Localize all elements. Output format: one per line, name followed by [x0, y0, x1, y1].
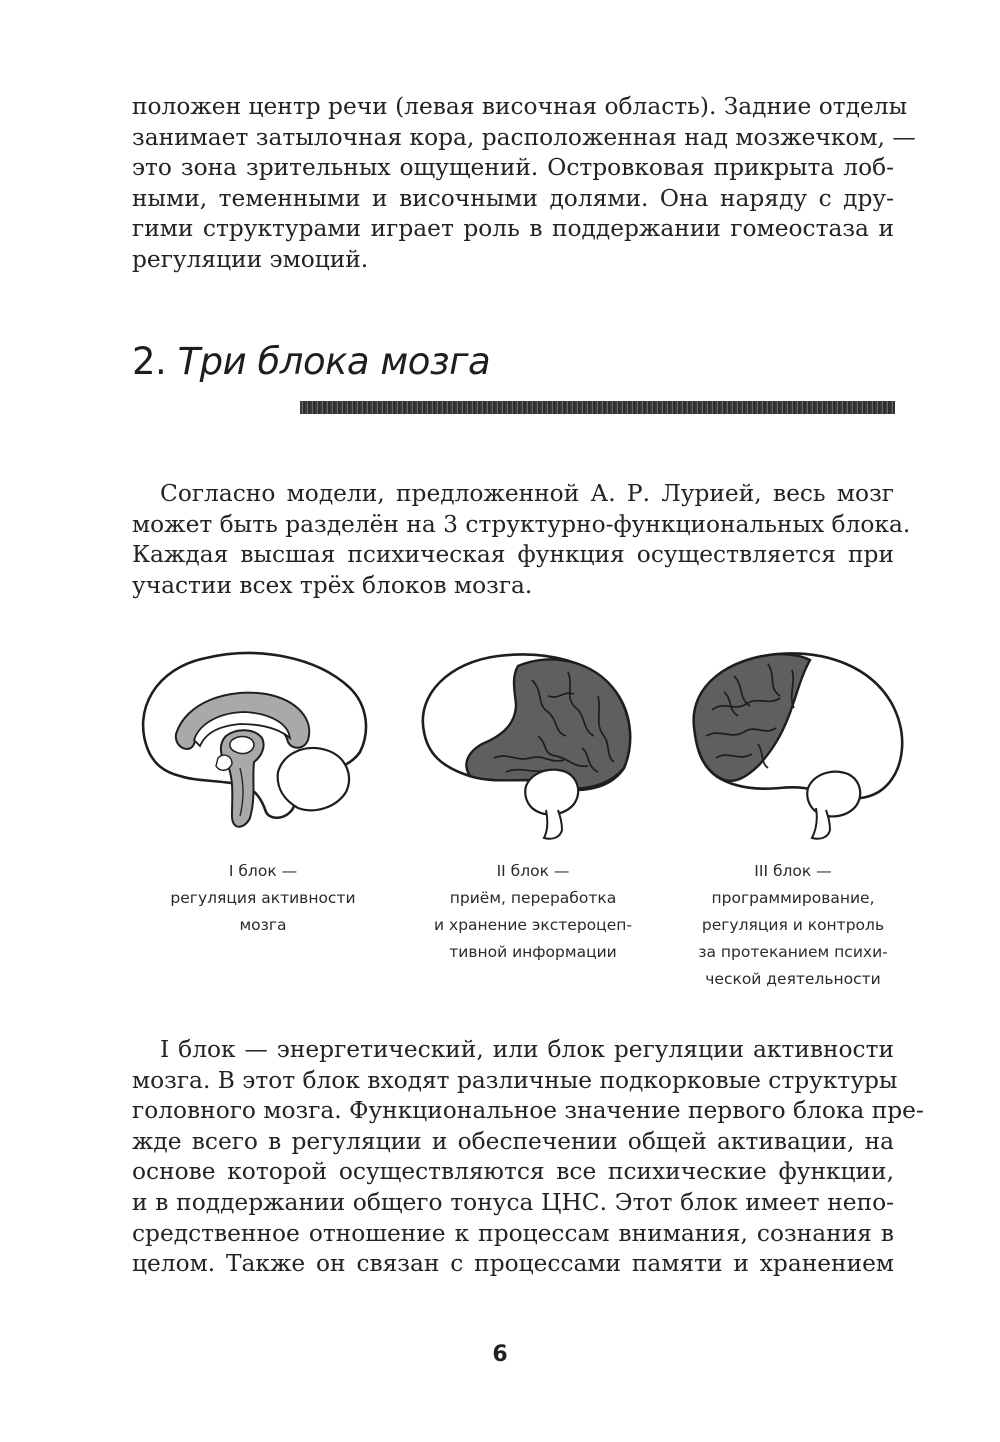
- paragraph-line: средственное отношение к процессам внимания, сознания в: [132, 1219, 894, 1247]
- caption-line: регуляция и контроль: [701, 916, 885, 934]
- caption-line: ческой деятельности: [705, 970, 881, 988]
- thalamus-detail: [230, 737, 254, 754]
- intro-paragraph: [132, 92, 916, 276]
- paragraph-line: положен центр речи (левая височная область). Задние отделы: [132, 93, 908, 120]
- paragraph-line: жде всего в регуляции и обеспечении общей активации, на: [132, 1127, 894, 1155]
- paragraph-line: мозга. В этот блок входят различные подкорковые структуры: [132, 1066, 898, 1094]
- caption-line: приём, переработка: [449, 889, 617, 907]
- paragraph-line: занимает затылочная кора, расположенная над мозжечком, —: [132, 123, 916, 151]
- section-title: Три блока мозга: [177, 340, 491, 383]
- brainstem-outline: [544, 810, 562, 839]
- block1-paragraph: [132, 1035, 924, 1280]
- caption-line: I блок —: [228, 862, 298, 880]
- paragraph-line: может быть разделён на 3 структурно-функциональных блока.: [132, 510, 911, 538]
- three-brain-blocks-figure: [128, 640, 908, 1000]
- caption-block3: [668, 858, 918, 993]
- caption-line: III блок —: [754, 862, 832, 880]
- paragraph-line: основе которой осуществляются все психические функции,: [132, 1158, 894, 1186]
- paragraph-line: головного мозга. Функциональное значение первого блока пре-: [132, 1097, 924, 1125]
- paragraph-line: целом. Также он связан с процессами памяти и хранением: [132, 1250, 894, 1278]
- brain-block2-illustration: [398, 640, 648, 840]
- hypothalamus-detail: [216, 755, 232, 770]
- brainstem-outline: [812, 808, 830, 839]
- paragraph-line: Согласно модели, предложенной А. Р. Лурией, весь мозг: [160, 480, 894, 507]
- page-number: 6: [492, 1342, 508, 1367]
- caption-block2: [408, 858, 658, 966]
- paragraph-line: и в поддержании общего тонуса ЦНС. Этот блок имеет непо-: [132, 1188, 894, 1216]
- caption-line: регуляция активности: [170, 889, 356, 907]
- paragraph-line: ными, теменными и височными долями. Она наряду с дру-: [132, 184, 894, 212]
- caption-line: II блок —: [496, 862, 570, 880]
- cerebellum-outline: [807, 772, 860, 817]
- paragraph-line: регуляции эмоций.: [132, 245, 369, 273]
- brain-block1-illustration: [128, 640, 378, 840]
- heading-rule: [300, 401, 895, 414]
- paragraph-line: гими структурами играет роль в поддержании гомеостаза и: [132, 215, 894, 243]
- caption-line: тивной информации: [449, 943, 617, 961]
- cerebellum-outline: [278, 748, 349, 810]
- caption-line: программирование,: [711, 889, 875, 907]
- section-number: 2.: [132, 340, 167, 383]
- model-paragraph: [132, 479, 911, 601]
- paragraph-line: это зона зрительных ощущений. Островковая прикрыта лоб-: [132, 154, 894, 182]
- caption-line: за протеканием психи-: [698, 943, 888, 961]
- caption-line: и хранение экстероцеп-: [434, 916, 632, 934]
- paragraph-line: участии всех трёх блоков мозга.: [132, 571, 533, 599]
- section-heading: [132, 340, 490, 383]
- cerebellum-outline: [525, 770, 578, 815]
- paragraph-line: Каждая высшая психическая функция осуществляется при: [132, 541, 894, 569]
- brain-block3-illustration: [668, 640, 918, 840]
- caption-line: мозга: [239, 916, 287, 934]
- caption-block1: [138, 858, 388, 939]
- paragraph-line: I блок — энергетический, или блок регуляции активности: [160, 1036, 894, 1063]
